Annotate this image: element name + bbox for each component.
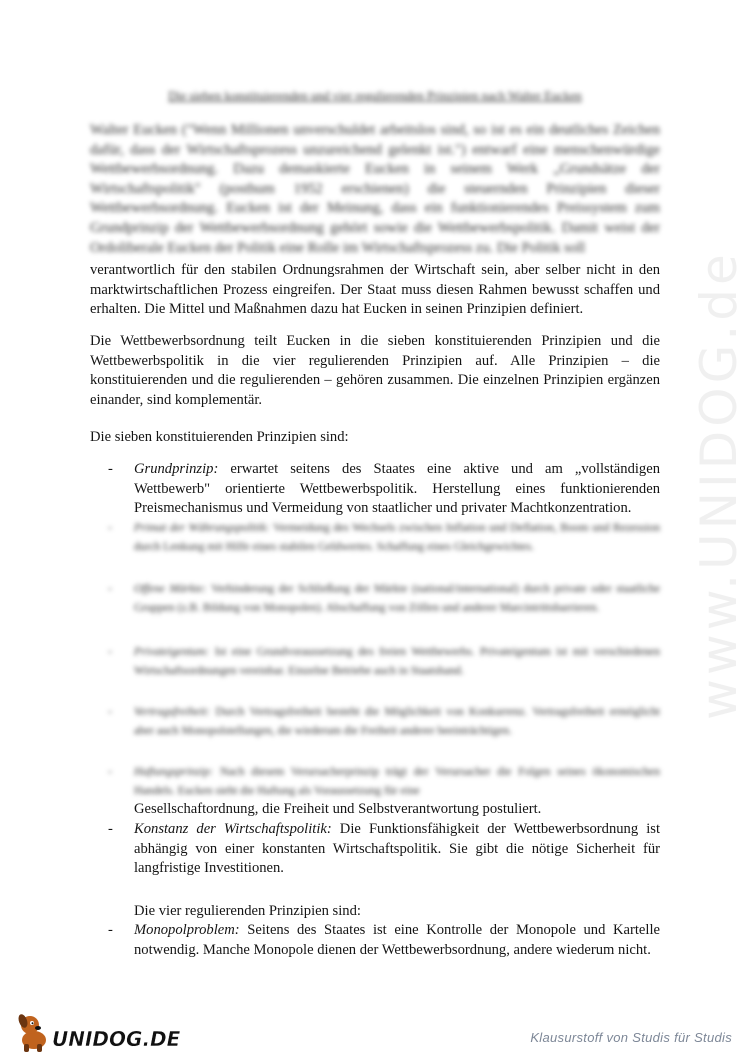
logo-text: UNIDOG.DE (52, 1027, 181, 1051)
regulative-intro: Die vier regulierenden Prinzipien sind: (134, 903, 361, 919)
list-item-monopolproblem: - Monopolproblem: Seitens des Staates ist eine Kontrolle der Monopole und Kartelle notwendig. Manche Monopole dienen der Wettbewerbsordnung, andere wiederum nicht. (108, 922, 660, 958)
item-text: Die Funktionsfähigkeit der Wettbewerbsordnung ist abhängig von einer konstanten Wirtschaftspolitik. Sie gibt die nötige Sicherheit für langfristige Investitionen. (134, 821, 660, 877)
intro-paragraph-blurred: Walter Eucken ("Wenn Millionen unverschuldet arbeitslos sind, so ist es ein deutliches Zeichen dafür, dass der Wirtschaftsprozess unzureichend gelenkt ist.") entwarf eine menschenwürdige Wettbewerbsordnung. Dazu demaskierte Eucken in seinem Werk „Grundsätze der Wirtschaftspolitik" (posthum 1952 erschienen) die steuernden Prinzipien dieser Wettbewerbsordnung. Eucken ist der Meinung, dass ein funktionierendes Preissystem zum Grundprinzip der Wettbewerbsordnung gehört sowie die Wettbewerbspolitik. Damit weist der Ordoliberale Eucken der Politik eine Rolle im Wirtschaftsprozess zu. Die Politik soll (90, 122, 660, 256)
list-item-privateigentum: - Privateigentum: Ist eine Grundvoraussetzung des freien Wettbewerbs. Privateigentum ist mit verschiedenen Wirtschaftsordnungen vereinbar. Einzelne Betriebe auch in Staatshand. (108, 645, 660, 678)
list-item-konstanz: - Konstanz der Wirtschaftspolitik: Die Funktionsfähigkeit der Wettbewerbsordnung ist abhängig von einer konstanten Wirtschaftspolitik. Sie gibt die nötige Sicherheit für langfristige Investitionen. (108, 821, 660, 877)
haftungsprinzip-tail: Gesellschaftordnung, die Freiheit und Selbstverantwortung postuliert. (134, 801, 542, 817)
footer-tagline: Klausurstoff von Studis für Studis (530, 1030, 732, 1045)
item-text: Seitens des Staates ist eine Kontrolle der Monopole und Kartelle notwendig. Manche Monopole dienen der Wettbewerbsordnung, andere wiederum nicht. (134, 922, 660, 958)
intro-paragraph-visible: verantwortlich für den stabilen Ordnungsrahmen der Wirtschaft sein, aber selber nicht in den marktwirtschaftlichen Prozess eingreifen. Der Staat muss diesen Rahmen bewusst schaffen und erhalten. Die Mittel und Maßnahmen dazu hat Eucken in seinen Prinzipien definiert. (90, 262, 660, 318)
list-item-waehrungspolitik: - Primat der Währungspolitik: Vermeidung des Wechsels zwischen Inflation und Deflation, Boom und Rezession durch Lenkung mit Hilfe eines stabilen Geldwertes. Schaffung eines Gleichgewichtes. (108, 521, 661, 554)
term-label: Grundprinzip: (134, 461, 219, 477)
document-title: Die sieben konstituierenden und vier regulierenden Prinzipien nach Walter Eucken (168, 89, 582, 103)
list-item-offene-maerkte: - Offene Märkte: Verhinderung der Schließung der Märkte (national/international) durch private oder staatliche Gruppen (z.B. Bildung von Monopolen). Abschaffung von Zöllen und anderer Marcintrittsbarrieren. (108, 582, 660, 615)
list-item-vertragsfreiheit: - Vertragsfreiheit: Durch Vertragsfreiheit besteht die Möglichkeit von Konkurrenz. Vertragsfreiheit ermöglicht aber auch Monopolstellungen, die wiederum die Freiheit anderer beeinträchtigen. (108, 705, 660, 738)
list-dash: - (108, 461, 113, 477)
watermark: www.UNIDOG.de (690, 250, 748, 720)
item-text: erwartet seitens des Staates eine aktive und am „vollständigen Wettbewerb" orientierte Wettbewerbspolitik. Herstellung eines funktionierenden Preismechanismus und Vermeidung von staatlicher und privater Machtkonzentration. (134, 461, 660, 517)
term-label: Konstanz der Wirtschaftspolitik: (134, 821, 332, 837)
list-item-grundprinzip (90, 460, 660, 519)
list-intro: Die sieben konstituierenden Prinzipien sind: (90, 429, 349, 445)
term-label: Monopolproblem: (134, 922, 240, 938)
unidog-logo[interactable] (12, 1010, 212, 1054)
dog-mascot-icon (12, 1010, 212, 1054)
list-item-haftungsprinzip: - Haftungsprinzip: Nach diesem Verursacherprinzip trägt der Verursacher die Folgen seines ökonomischen Handels. Eucken sieht die Haftung als Voraussetzung für eine (108, 765, 660, 798)
structure-paragraph: Die Wettbewerbsordnung teilt Eucken in die sieben konstituierenden Prinzipien und die Wettbewerbspolitik in die vier regulierenden Prinzipien auf. Alle Prinzipien – die konstituierenden und die regulierenden – gehören zusammen. Die einzelnen Prinzipien ergänzen einander, sind komplementär. (90, 333, 660, 408)
